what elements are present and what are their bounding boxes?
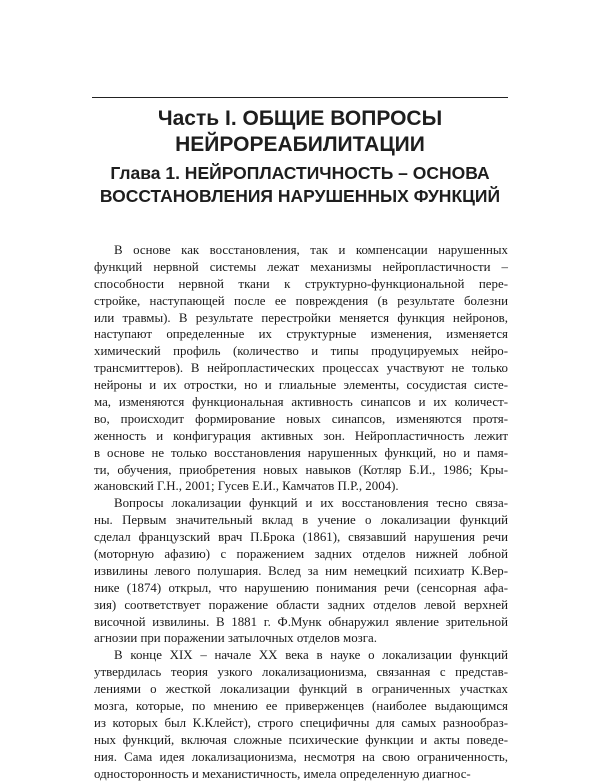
text-line: В основе как восстановления, так и компенсации нарушенных bbox=[114, 243, 508, 257]
text-line: мозга, которые, по мнению ее приверженцев (наиболее выдающимся bbox=[94, 699, 508, 714]
paragraph bbox=[94, 495, 508, 647]
part-title-line: НЕЙРОРЕАБИЛИТАЦИИ bbox=[175, 133, 425, 156]
text-line: способности нервной ткани к структурно-функциональной пере- bbox=[94, 276, 508, 291]
text-line: нейроны и их отростки, но и глиальные элементы, сосудистая систе- bbox=[94, 378, 508, 393]
text-line: стройке, наступающей после ее повреждения (в результате болезни bbox=[94, 293, 508, 308]
text-line: трансмиттеров). В нейропластических процессах участвуют не только bbox=[94, 361, 508, 376]
text-line: односторонность и механистичность, имела определенную диагнос- bbox=[94, 766, 471, 781]
text-line: ма, изменяются функциональная активность синапсов и их количест- bbox=[94, 395, 508, 410]
part-title-line: Часть I. ОБЩИЕ ВОПРОСЫ bbox=[157, 107, 443, 130]
text-line: химический профиль (количество и типы продуцируемых нейро- bbox=[94, 344, 508, 359]
text-line: в основе не только восстановления нарушенных функций, но и памя- bbox=[94, 445, 508, 460]
body-text bbox=[94, 242, 508, 783]
text-line: ны. Первым значительный вклад в учение о локализации функций bbox=[94, 513, 508, 528]
chapter-title-line: ВОССТАНОВЛЕНИЯ НАРУШЕННЫХ ФУНКЦИЙ bbox=[99, 186, 501, 206]
text-line: ния. Сама идея локализационизма, несмотря на свою ограниченность, bbox=[94, 749, 508, 764]
text-line: Вопросы локализации функций и их восстановления тесно связа- bbox=[114, 496, 508, 511]
text-line: височной извилины. В 1881 г. Ф.Мунк обнаружил явление зрительной bbox=[94, 614, 508, 629]
text-line: В конце XIX – начале XX века в науке о локализации функций bbox=[114, 648, 508, 663]
text-line: зия) соответствует поражение области задних отделов левой верхней bbox=[94, 597, 508, 612]
paragraph bbox=[94, 242, 508, 495]
text-line: лениями о жесткой локализации функций в ограниченных участках bbox=[94, 682, 508, 697]
text-line: утвердилась теория узкого локализационизма, связанная с предстaв- bbox=[94, 665, 508, 680]
text-line: жановский Г.Н., 2001; Гусев Е.И., Камчатов П.Р., 2004). bbox=[94, 479, 399, 494]
text-line: во, происходит формирование новых синапсов, изменяются протя- bbox=[94, 411, 508, 426]
text-line: сделал французский врач П.Брока (1861), связавший нарушения речи bbox=[94, 530, 508, 545]
top-rule bbox=[92, 97, 508, 98]
text-line: женность и конфигурация активных зон. Нейропластичность лежит bbox=[94, 428, 508, 443]
text-line: наступают определенные их структурные изменения, изменяется bbox=[94, 327, 508, 342]
text-line: ных функций, включая сложные психические функции и акты поведе- bbox=[94, 732, 508, 747]
text-line: функций нервной системы лежат механизмы нейропластичности – bbox=[94, 259, 508, 274]
text-line: из которых был К.Клейст), строго специфичны для самых разнообраз- bbox=[94, 715, 508, 730]
text-line: нике (1874) открыл, что нарушению понимания речи (сенсорная афа- bbox=[94, 580, 508, 595]
paragraph bbox=[94, 647, 508, 782]
text-line: агнозии при поражении затылочных отделов мозга. bbox=[94, 631, 377, 646]
text-line: (моторную афазию) с поражением задних отделов нижней лобной bbox=[94, 547, 508, 562]
part-title bbox=[92, 106, 508, 158]
text-line: извилины левого полушария. Вслед за ним немецкий психиатр К.Вер- bbox=[94, 563, 508, 578]
text-line: ти, обучения, приобретения новых навыков (Котляр Б.И., 1986; Кры- bbox=[94, 462, 508, 477]
chapter-title bbox=[92, 162, 508, 208]
chapter-title-line: Глава 1. НЕЙРОПЛАСТИЧНОСТЬ – ОСНОВА bbox=[110, 163, 490, 183]
text-line: или травмы). В результате перестройки меняется функция нейронов, bbox=[94, 310, 508, 325]
